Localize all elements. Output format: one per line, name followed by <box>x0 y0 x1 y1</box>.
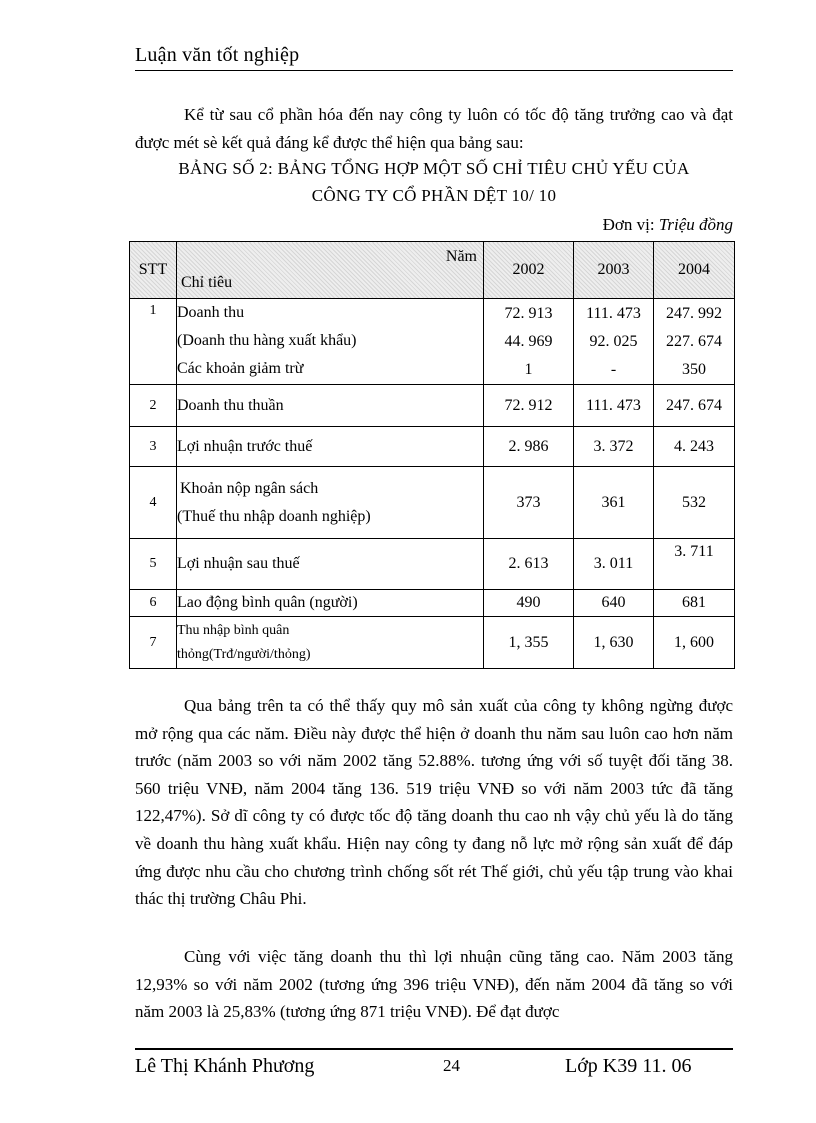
summary-table <box>129 241 735 669</box>
value-cell-2003 <box>574 299 654 385</box>
stt-cell: 4 <box>130 467 177 539</box>
indicator-cell <box>177 617 484 669</box>
stt-cell: 3 <box>130 427 177 467</box>
year-2004-header: 2004 <box>654 242 735 299</box>
page-number: 24 <box>443 1056 460 1075</box>
value-cell-2002: 2. 613 <box>484 539 574 590</box>
indicator-cell: Doanh thu thuần <box>177 385 484 427</box>
year-2003-header: 2003 <box>574 242 654 299</box>
indicator-line: Doanh thu <box>177 304 245 321</box>
value-line: 247. 992 <box>666 304 722 322</box>
value-line: 92. 025 <box>589 332 638 350</box>
value-cell-2002 <box>484 299 574 385</box>
value-cell-2004: 681 <box>654 590 735 617</box>
table-row <box>130 427 735 467</box>
value-line: 72. 913 <box>504 304 553 322</box>
unit-value: Triệu đồng <box>658 215 733 234</box>
table-row <box>130 467 735 539</box>
value-cell-2003: 3. 011 <box>574 539 654 590</box>
indicator-cell: Lợi nhuận sau thuế <box>177 539 484 590</box>
indicator-cell <box>177 299 484 385</box>
analysis-paragraph-1: Qua bảng trên ta có thể thấy quy mô sản xuất của công ty không ngừng được mở rộng qua các năm. Điều này được thể hiện ở doanh thu năm sau luôn cao hơn năm trước (năm 2003 so với năm 2002 tăng 52.88%. tương ứng với số tuyệt đối tăng 38. 560 triệu VNĐ, năm 2004 tăng 136. 519 triệu VNĐ so với năm 2003 tức đã tăng 122,47%). Sở dĩ công ty có được tốc độ tăng doanh thu cao nh vậy chủ yếu là do tăng về doanh thu hàng xuất khẩu. Hiện nay công ty đang nỗ lực mở rộng sản xuất để đáp ứng được nhu cầu cho chương trình chống sốt rét Thế giới, chủ yếu tập trung vào khai thác thị trường Châu Phi. <box>135 696 733 909</box>
year-2002-header: 2002 <box>484 242 574 299</box>
indicator-line: Khoản nộp ngân sách <box>180 479 319 497</box>
value-cell-2002: 72. 912 <box>484 385 574 427</box>
value-cell-2002: 373 <box>484 467 574 539</box>
indicator-header-label: Chỉ tiêu <box>181 274 233 291</box>
value-cell-2004: 3. 711 <box>654 539 735 590</box>
value-cell-2003: 640 <box>574 590 654 617</box>
footer-class: Lớp K39 11. 06 <box>565 1055 692 1077</box>
table-row <box>130 590 735 617</box>
value-line: 350 <box>682 360 706 378</box>
indicator-line: (Doanh thu hàng xuất khẩu) <box>177 332 357 349</box>
header-rule <box>135 70 733 71</box>
indicator-line: Các khoản giảm trừ <box>177 360 304 377</box>
value-cell-2004: 1, 600 <box>654 617 735 669</box>
unit-label <box>603 215 733 235</box>
indicator-year-header <box>177 242 484 299</box>
value-cell-2002: 1, 355 <box>484 617 574 669</box>
year-header-label: Năm <box>445 248 477 265</box>
stt-cell: 1 <box>130 299 177 385</box>
value-cell-2003: 3. 372 <box>574 427 654 467</box>
indicator-cell: Lợi nhuận trước thuế <box>177 427 484 467</box>
value-cell-2004: 532 <box>654 467 735 539</box>
intro-paragraph: Kể từ sau cổ phần hóa đến nay công ty luôn có tốc độ tăng trưởng cao và đạt được mét sè kết quả đáng kể được thể hiện qua bảng sau: <box>135 105 733 152</box>
table-row <box>130 539 735 590</box>
table-row <box>130 617 735 669</box>
stt-cell: 7 <box>130 617 177 669</box>
indicator-cell: Lao động bình quân (người) <box>177 590 484 617</box>
value-line: - <box>610 360 617 378</box>
value-cell-2002: 2. 986 <box>484 427 574 467</box>
value-line: 227. 674 <box>666 332 722 350</box>
indicator-line: thỏng(Trđ/người/thỏng) <box>177 646 311 662</box>
analysis-paragraph-2: Cùng với việc tăng doanh thu thì lợi nhuận cũng tăng cao. Năm 2003 tăng 12,93% so với năm 2002 (tương ứng 396 triệu VNĐ), đến năm 2004 đã tăng so với năm 2003 là 25,83% (tương ứng 871 triệu VNĐ). Để đạt được <box>135 947 733 1022</box>
value-cell-2003: 1, 630 <box>574 617 654 669</box>
value-cell-2004: 247. 674 <box>654 385 735 427</box>
value-line: 1 <box>524 360 533 378</box>
unit-label-text: Đơn vị: <box>602 215 655 234</box>
table-title-line2: CÔNG TY CỔ PHẦN DỆT 10/ 10 <box>311 186 557 205</box>
stt-cell: 5 <box>130 539 177 590</box>
value-cell-2004 <box>654 299 735 385</box>
value-cell-2003: 361 <box>574 467 654 539</box>
stt-cell: 2 <box>130 385 177 427</box>
stt-cell: 6 <box>130 590 177 617</box>
indicator-line: (Thuế thu nhập doanh nghiệp) <box>177 507 371 525</box>
value-line: 44. 969 <box>504 332 553 350</box>
value-cell-2003: 111. 473 <box>574 385 654 427</box>
value-line: 111. 473 <box>586 304 641 322</box>
stt-header: STT <box>130 242 177 299</box>
indicator-line: Thu nhập bình quân <box>177 622 290 638</box>
footer-author: Lê Thị Khánh Phương <box>135 1055 315 1077</box>
footer-rule <box>135 1048 733 1050</box>
header-title: Luận văn tốt nghiệp <box>135 44 300 66</box>
table-header-row <box>130 242 735 299</box>
table-row <box>130 299 735 385</box>
table-title-line1: BẢNG SỐ 2: BẢNG TỔNG HỢP MỘT SỐ CHỈ TIÊU CHỦ YẾU CỦA <box>178 159 690 178</box>
value-cell-2002: 490 <box>484 590 574 617</box>
table-row <box>130 385 735 427</box>
value-cell-2004: 4. 243 <box>654 427 735 467</box>
indicator-cell <box>177 467 484 539</box>
